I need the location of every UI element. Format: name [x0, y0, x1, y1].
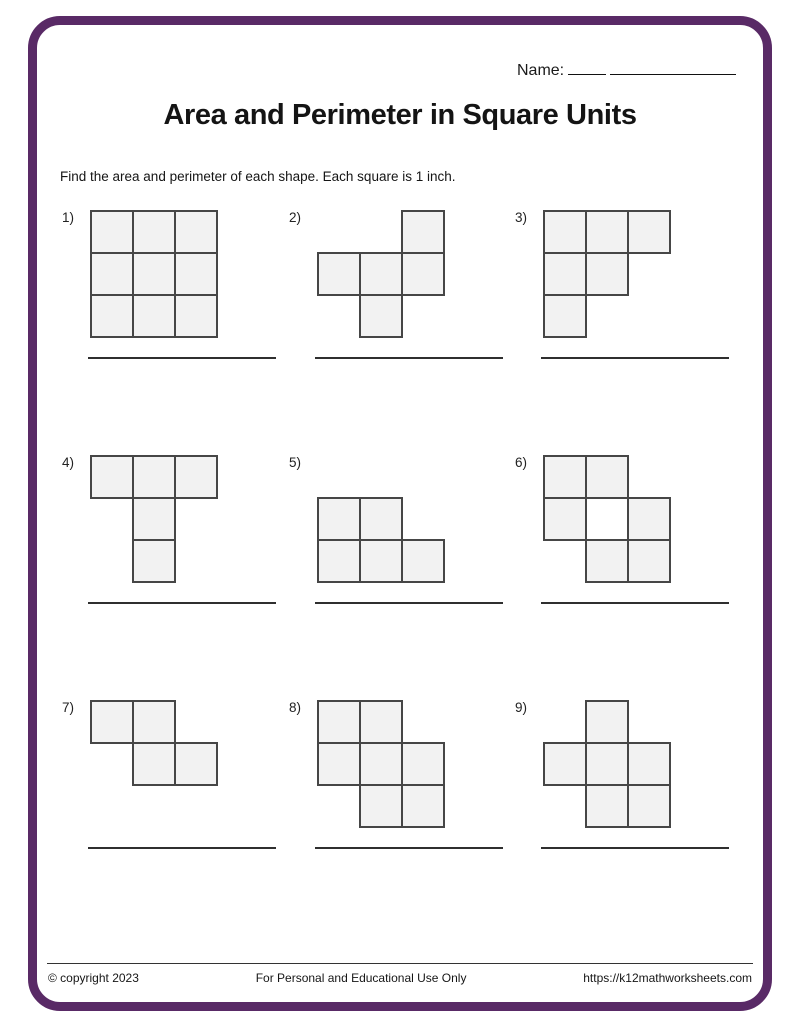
unit-square	[359, 539, 403, 583]
problem-2	[287, 207, 509, 367]
problem-3	[513, 207, 735, 367]
unit-square	[317, 252, 361, 296]
problem-9	[513, 697, 735, 857]
unit-square	[627, 497, 671, 541]
unit-square	[543, 294, 587, 338]
unit-square	[585, 252, 629, 296]
unit-square	[132, 455, 176, 499]
unit-square	[543, 210, 587, 254]
footer-copyright: © copyright 2023	[48, 971, 139, 985]
unit-square	[132, 700, 176, 744]
problem-7	[60, 697, 282, 857]
unit-square	[317, 539, 361, 583]
unit-square	[585, 539, 629, 583]
problem-5	[287, 452, 509, 612]
problem-number: 8)	[289, 700, 302, 715]
unit-square	[585, 700, 629, 744]
unit-square	[174, 455, 218, 499]
unit-square	[543, 252, 587, 296]
unit-square	[90, 252, 134, 296]
unit-square	[627, 742, 671, 786]
unit-square	[132, 497, 176, 541]
answer-line	[88, 847, 276, 849]
unit-square	[90, 455, 134, 499]
problem-number: 9)	[515, 700, 528, 715]
unit-square	[359, 700, 403, 744]
problem-4	[60, 452, 282, 612]
unit-square	[359, 497, 403, 541]
unit-square	[585, 455, 629, 499]
problem-number: 7)	[62, 700, 75, 715]
answer-line	[541, 357, 729, 359]
unit-square	[132, 294, 176, 338]
answer-line	[88, 357, 276, 359]
unit-square	[174, 294, 218, 338]
unit-square	[585, 784, 629, 828]
unit-square	[401, 210, 445, 254]
unit-square	[543, 497, 587, 541]
instruction-text: Find the area and perimeter of each shape. Each square is 1 inch.	[60, 169, 456, 184]
answer-line	[315, 357, 503, 359]
unit-square	[627, 784, 671, 828]
unit-square	[401, 742, 445, 786]
answer-line	[315, 847, 503, 849]
unit-square	[132, 539, 176, 583]
name-label: Name:	[517, 62, 565, 79]
unit-square	[317, 700, 361, 744]
problem-number: 3)	[515, 210, 528, 225]
unit-square	[359, 294, 403, 338]
problem-number: 2)	[289, 210, 302, 225]
unit-square	[585, 210, 629, 254]
footer	[48, 971, 752, 985]
footer-url: https://k12mathworksheets.com	[583, 971, 752, 985]
unit-square	[401, 252, 445, 296]
problem-1	[60, 207, 282, 367]
footer-usage-note: For Personal and Educational Use Only	[255, 971, 467, 985]
unit-square	[90, 294, 134, 338]
problem-number: 5)	[289, 455, 302, 470]
answer-line	[541, 602, 729, 604]
problem-6	[513, 452, 735, 612]
unit-square	[174, 252, 218, 296]
unit-square	[543, 742, 587, 786]
page-title: Area and Perimeter in Square Units	[163, 99, 637, 131]
unit-square	[585, 742, 629, 786]
answer-line	[88, 602, 276, 604]
footer-divider	[47, 963, 753, 964]
answer-line	[541, 847, 729, 849]
unit-square	[90, 210, 134, 254]
unit-square	[359, 784, 403, 828]
problem-number: 4)	[62, 455, 75, 470]
unit-square	[401, 784, 445, 828]
unit-square	[401, 539, 445, 583]
unit-square	[132, 210, 176, 254]
unit-square	[317, 497, 361, 541]
unit-square	[174, 742, 218, 786]
unit-square	[132, 252, 176, 296]
unit-square	[174, 210, 218, 254]
unit-square	[543, 455, 587, 499]
unit-square	[359, 252, 403, 296]
unit-square	[627, 539, 671, 583]
problem-number: 1)	[62, 210, 75, 225]
problem-8	[287, 697, 509, 857]
unit-square	[132, 742, 176, 786]
problem-number: 6)	[515, 455, 528, 470]
unit-square	[90, 700, 134, 744]
unit-square	[359, 742, 403, 786]
answer-line	[315, 602, 503, 604]
unit-square	[317, 742, 361, 786]
unit-square	[627, 210, 671, 254]
